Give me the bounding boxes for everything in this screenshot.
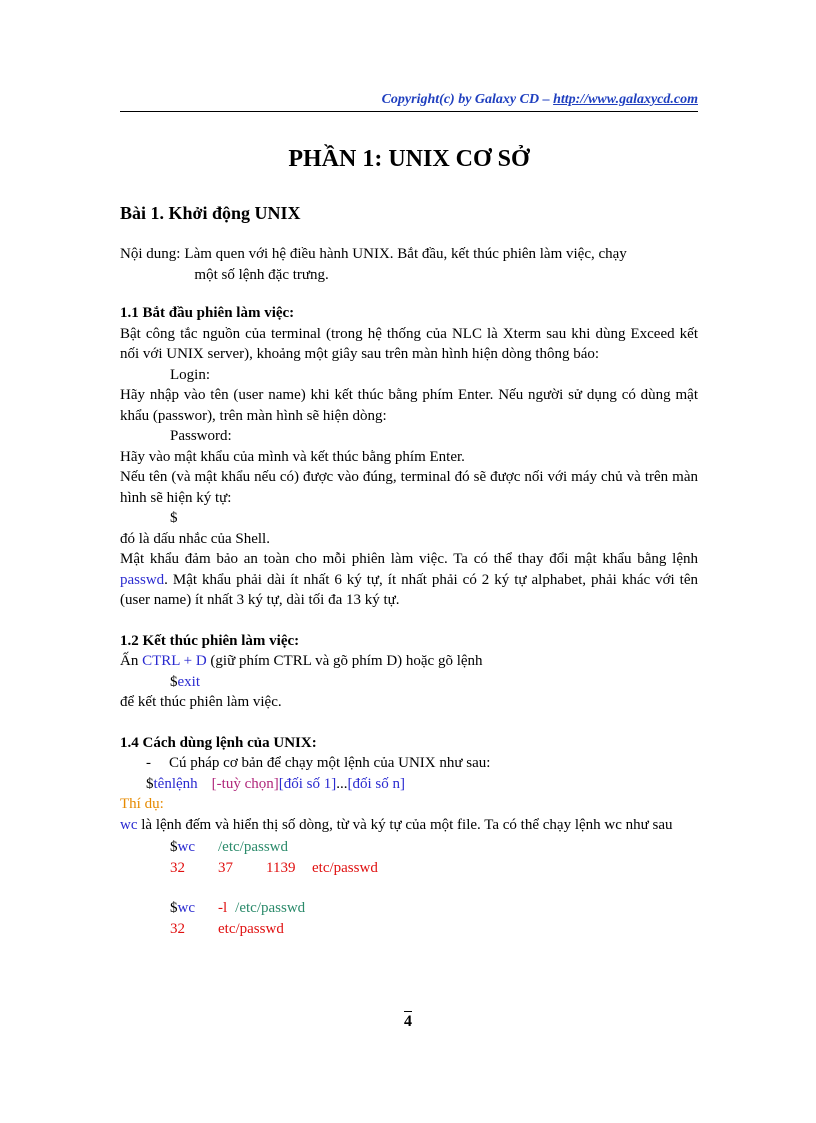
galaxycd-link[interactable]: http://www.galaxycd.com xyxy=(553,92,698,107)
paragraph: Bật công tắc nguồn của terminal (trong hệ thống của NLC là Xterm sau khi dùng Exceed kết nối với UNIX server), khoảng một giây sau trên màn hình hiện dòng thông báo: xyxy=(120,325,698,362)
example-output-2: 32 etc/passwd xyxy=(170,920,284,937)
page-number: 4 xyxy=(404,1013,412,1030)
ctrl-d-shortcut: CTRL + D xyxy=(142,653,207,669)
section-title-1-1: 1.1 Bắt đầu phiên làm việc: xyxy=(120,305,295,321)
lesson-title: Bài 1. Khởi động UNIX xyxy=(120,203,301,223)
example-command-1: $wc /etc/passwd xyxy=(170,839,288,855)
command-syntax: $tênlệnh [-tuỳ chọn][đối số 1]...[đối số n] xyxy=(146,775,405,792)
lesson-intro xyxy=(120,244,698,285)
paragraph: Nếu tên (và mật khẩu nếu có) được vào đúng, terminal đó sẽ được nối với máy chủ và trên màn hình sẽ hiện ký tự: xyxy=(120,469,698,506)
paragraph: Ấn CTRL + D (giữ phím CTRL và gõ phím D) hoặc gõ lệnh xyxy=(120,653,483,669)
wc-command: wc xyxy=(120,816,138,833)
example-output-1: 32 37 1139 etc/passwd xyxy=(170,859,378,876)
example-command-2: $wc -l /etc/passwd xyxy=(170,900,306,916)
exit-command: $exit xyxy=(170,673,200,690)
paragraph: Mật khẩu đảm bảo an toàn cho mỗi phiên làm việc. Ta có thể thay đổi mật khẩu bằng lệnh passwd. Mật khẩu phải dài ít nhất 6 ký tự, ít nhất phải có 2 ký tự alphabet, phải khác với tên (user name) ít nhất 3 ký tự, dài tối đa 13 ký tự. xyxy=(120,551,698,608)
copyright-text: Copyright(c) by Galaxy CD – xyxy=(381,92,554,107)
paragraph: để kết thúc phiên làm việc. xyxy=(120,694,282,710)
paragraph: Hãy nhập vào tên (user name) khi kết thúc bằng phím Enter. Nếu người sử dụng có dùng mật khẩu (passwor), trên màn hình sẽ hiện dòng: xyxy=(120,387,698,424)
login-prompt: Login: xyxy=(170,366,210,383)
paragraph: Hãy vào mật khẩu của mình và kết thúc bằng phím Enter. xyxy=(120,448,465,465)
section-title-1-2: 1.2 Kết thúc phiên làm việc: xyxy=(120,632,300,649)
intro-label: Nội dung: xyxy=(120,246,181,262)
section-title-1-4: 1.4 Cách dùng lệnh của UNIX: xyxy=(120,734,317,751)
paragraph: đó là dấu nhắc của Shell. xyxy=(120,530,270,547)
paragraph: wc là lệnh đếm và hiển thị số dòng, từ và ký tự của một file. Ta có thể chạy lệnh wc như sau xyxy=(120,816,673,833)
intro-line-1: Làm quen với hệ điều hành UNIX. Bắt đầu, kết thúc phiên làm việc, chạy xyxy=(184,246,627,262)
intro-line-2: một số lệnh đặc trưng. xyxy=(194,266,329,283)
example-label: Thí dụ: xyxy=(120,796,164,812)
bullet-item: - Cú pháp cơ bản để chạy một lệnh của UNIX như sau: xyxy=(146,755,491,771)
part-title: PHẦN 1: UNIX CƠ SỞ xyxy=(288,146,530,172)
page-content xyxy=(120,144,698,939)
shell-prompt: $ xyxy=(170,510,178,526)
page-header xyxy=(120,92,698,112)
passwd-command: passwd xyxy=(120,571,165,588)
password-prompt: Password: xyxy=(170,428,232,444)
